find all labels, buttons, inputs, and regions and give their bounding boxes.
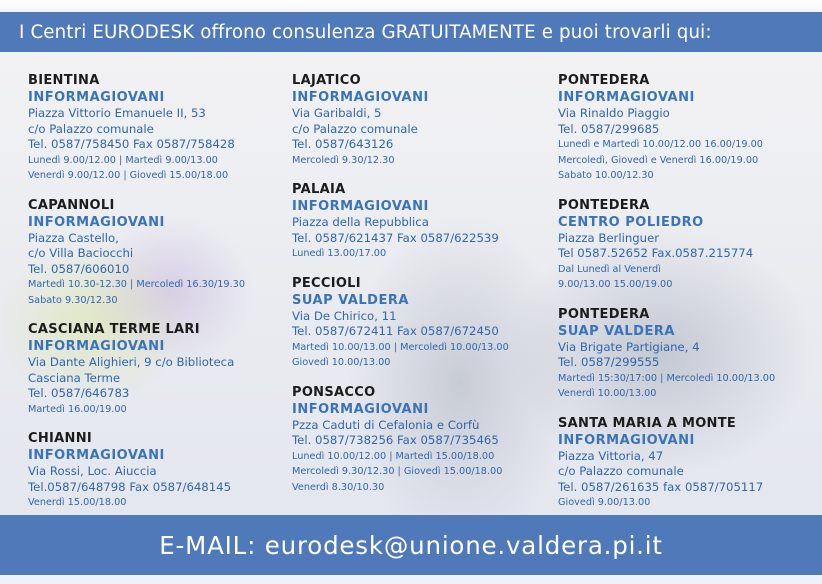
center-opening-hours: Mercoledì 9.30/12.30 [292,154,395,166]
center-detail-line: Tel. 0587/672411 Fax 0587/672450 [292,324,499,338]
center-office-name: INFORMAGIOVANI [28,90,165,105]
center-city: SANTA MARIA A MONTE [558,415,737,431]
center-city: PONTEDERA [558,73,650,88]
center-office-name: INFORMAGIOVANI [292,401,429,417]
center-detail-line: Tel. 0587/646783 [28,386,130,400]
center-city: CASCIANA TERME LARI [28,322,200,337]
center-detail-line: Tel.0587/648798 Fax 0587/648145 [28,479,232,494]
center-opening-hours: Venerdì 10.00/13.00 [558,388,657,399]
center-opening-hours: Giovedì 10.00/13.00 [292,357,391,368]
center-detail-line: c/o Palazzo comunale [292,121,418,136]
center-office-name: INFORMAGIOVANI [558,90,695,105]
center-opening-hours: 9.00/13.00 15.00/19.00 [558,279,673,290]
center-city: LAJATICO [292,73,361,88]
center-city: PONTEDERA [558,306,650,322]
center-detail-line: c/o Palazzo comunale [28,121,154,136]
center-detail-line: Tel. 0587/261635 fax 0587/705117 [558,479,764,494]
center-office-name: INFORMAGIOVANI [28,339,165,354]
center-detail-line: Tel 0587.52652 Fax.0587.215774 [558,246,754,260]
center-city: PECCIOLI [292,275,361,291]
center-entry [558,197,818,293]
center-detail-line: c/o Palazzo comunale [558,464,684,478]
center-city: BIENTINA [28,73,100,88]
center-office-name: INFORMAGIOVANI [292,90,429,105]
center-opening-hours: Martedì 10.00/13.00 | Mercoledì 10.00/13.00 [292,341,509,353]
center-entry [292,384,547,496]
center-detail-line: Via Dante Alighieri, 9 c/o Biblioteca [28,355,235,369]
center-detail-line: Via Rossi, Loc. Aiuccia [28,464,157,478]
bottom-strip [0,575,822,584]
center-detail-line: Piazza della Repubblica [292,215,429,229]
center-office-name: INFORMAGIOVANI [558,432,695,448]
center-entry [292,72,547,168]
center-detail-line: Tel. 0587/299685 [558,121,660,136]
center-city: PONSACCO [292,384,376,400]
header-title: I Centri EURODESK offrono consulenza GRATUITAMENTE e puoi trovarli qui: [19,21,712,43]
center-office-name: INFORMAGIOVANI [28,214,165,230]
center-opening-hours: Dal Lunedì al Venerdì [558,263,661,275]
center-opening-hours: Giovedì 9.00/13.00 [558,497,651,508]
center-detail-line: Tel. 0587/621437 Fax 0587/622539 [292,230,499,245]
center-opening-hours: Venerdì 9.00/12.00 | Giovedì 15.00/18.00 [28,170,229,181]
center-detail-line: Pzza Caduti di Cefalonia e Corfù [292,417,480,432]
center-city: PALAIA [292,182,346,197]
center-city: PONTEDERA [558,197,650,213]
center-opening-hours: Martedì 16.00/19.00 [28,403,127,415]
center-detail-line: Via Garibaldi, 5 [292,106,382,120]
center-opening-hours: Sabato 9.30/12.30 [28,294,118,306]
center-office-name: SUAP VALDERA [558,323,675,339]
center-opening-hours: Lunedì 10.00/12.00 | Martedì 15.00/18.00 [292,450,495,462]
center-opening-hours: Martedì 10.30-12.30 | Mercoledì 16.30/19.30 [28,279,245,290]
center-entry [292,181,547,262]
center-detail-line: Via Rinaldo Piaggio [558,106,670,120]
header-bar [0,12,822,52]
center-opening-hours: Venerdì 8.30/10.30 [292,481,385,493]
directory-column-1 [28,72,278,524]
directory-column-2 [292,72,547,508]
center-city: CHIANNI [28,431,93,446]
center-detail-line: Via De Chirico, 11 [292,308,397,323]
center-opening-hours: Lunedì 9.00/12.00 | Martedì 9.00/13.00 [28,154,218,166]
email-address[interactable]: E-MAIL: eurodesk@unione.valdera.pi.it [159,530,663,560]
center-detail-line: Tel. 0587/758450 Fax 0587/758428 [28,137,235,151]
center-opening-hours: Martedì 15:30/17:00 | Mercoledì 10.00/13.00 [558,372,776,384]
center-detail-line: Tel. 0587/738256 Fax 0587/735465 [292,433,499,447]
center-entry [558,306,818,402]
center-detail-line: Tel. 0587/643126 [292,137,394,151]
center-entry [28,430,278,511]
center-opening-hours: Mercoledì 9.30/12.30 | Giovedì 15.00/18.00 [292,466,503,477]
center-opening-hours: Lunedì e Martedì 10.00/12.00 16.00/19.00 [558,139,763,150]
center-entry [28,321,278,417]
center-detail-line: Via Brigate Partigiane, 4 [558,339,700,354]
center-detail-line: Piazza Vittoria, 47 [558,448,664,463]
center-entry [558,415,818,511]
center-detail-line: Piazza Castello, [28,230,119,245]
center-entry [558,72,818,184]
center-detail-line: Tel. 0587/299555 [558,355,660,369]
center-office-name: SUAP VALDERA [292,292,409,308]
center-detail-line: c/o Villa Baciocchi [28,246,134,260]
center-office-name: INFORMAGIOVANI [292,199,429,214]
center-office-name: INFORMAGIOVANI [28,448,165,463]
center-city: CAPANNOLI [28,197,115,213]
center-opening-hours: Mercoledì, Giovedì e Venerdì 16.00/19.00 [558,154,759,166]
center-entry [292,275,547,371]
center-opening-hours: Venerdì 15.00/18.00 [28,497,127,508]
center-opening-hours: Lunedì 13.00/17.00 [292,248,387,259]
footer-bar [0,515,822,575]
center-opening-hours: Sabato 10.00/12.30 [558,170,654,181]
directory-column-3 [558,72,818,524]
top-strip [0,0,822,12]
center-detail-line: Tel. 0587/606010 [28,261,130,276]
center-detail-line: Piazza Berlinguer [558,230,660,245]
center-entry [28,197,278,309]
center-detail-line: Casciana Terme [28,370,121,385]
centers-directory [0,52,822,515]
center-entry [28,72,278,184]
center-detail-line: Piazza Vittorio Emanuele II, 53 [28,106,206,120]
center-office-name: CENTRO POLIEDRO [558,214,704,230]
